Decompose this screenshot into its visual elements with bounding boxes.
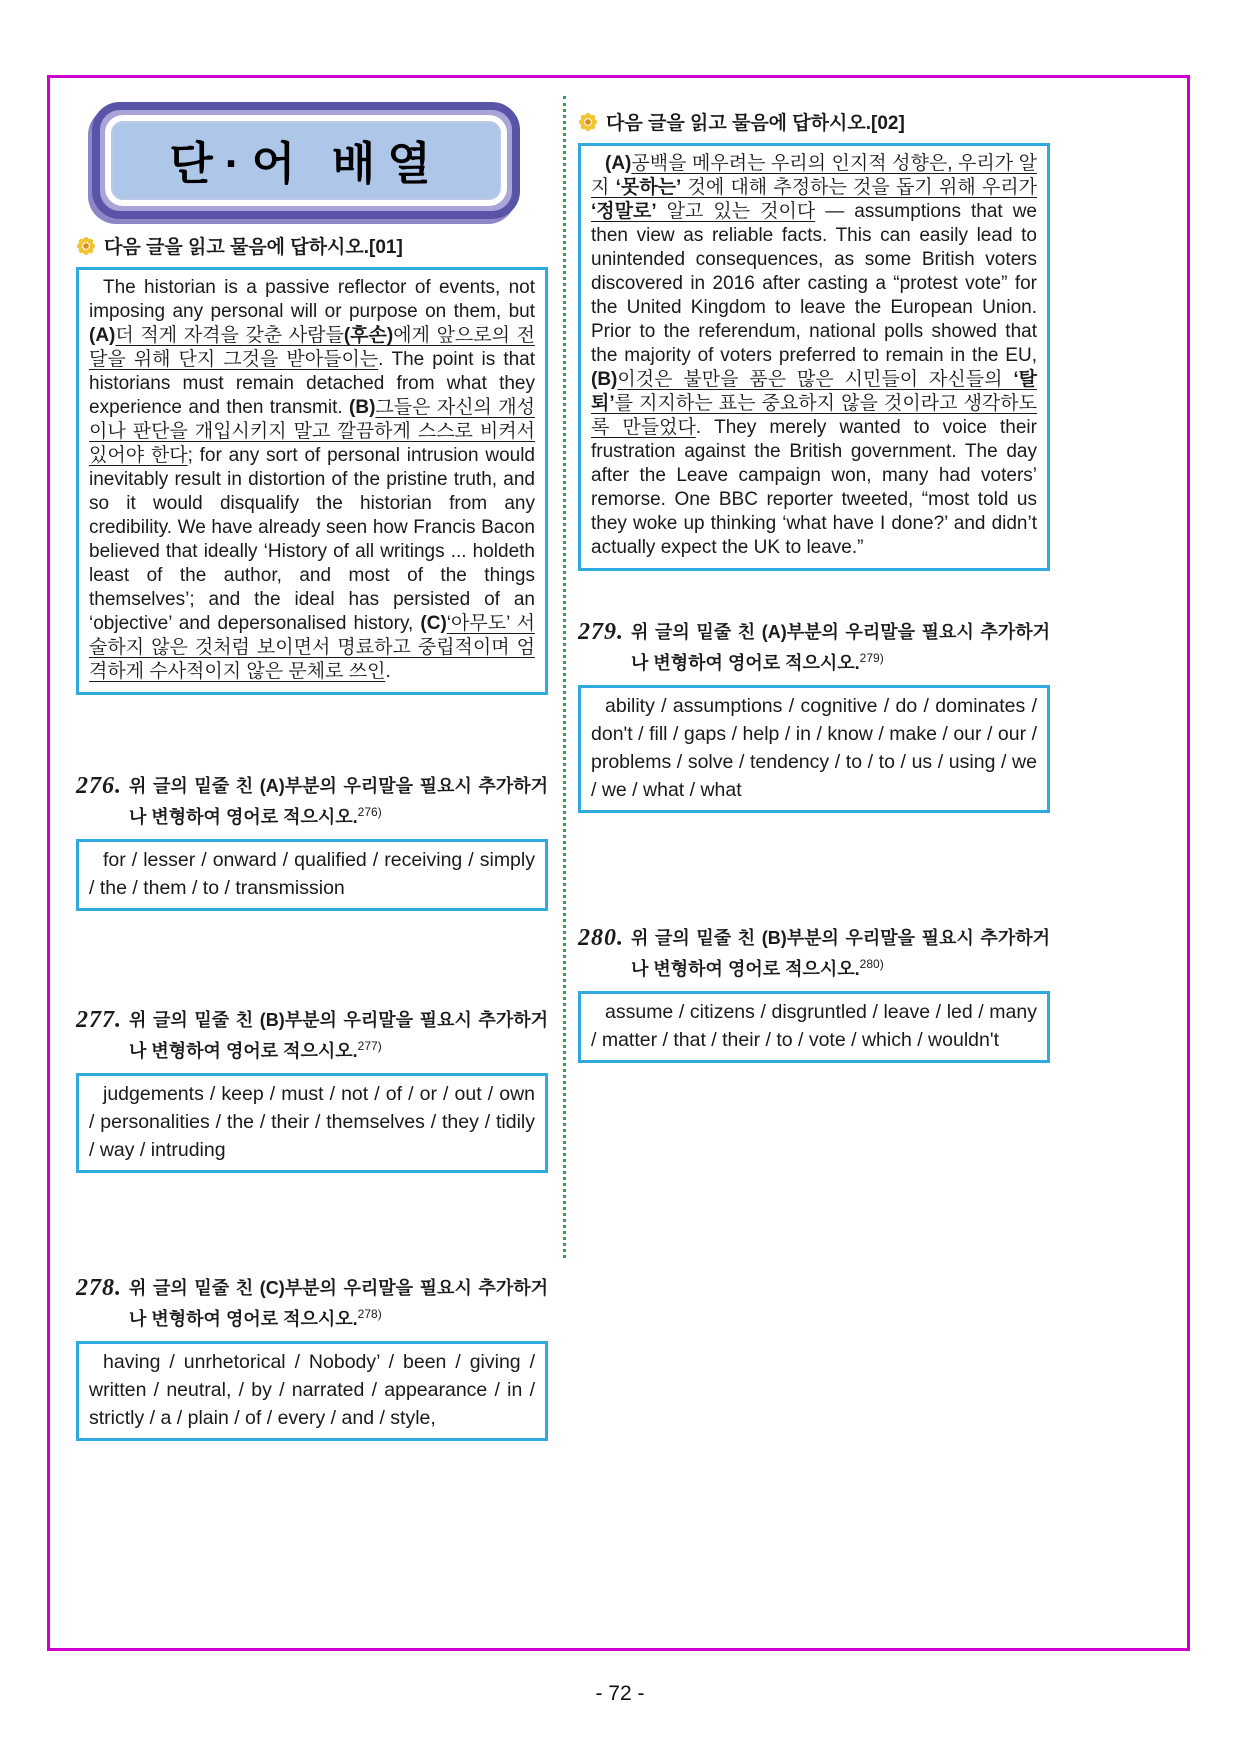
footnote-278: 278) [357, 1307, 382, 1321]
prompt-02 [578, 108, 1050, 135]
question-280-text: 위 글의 밑줄 친 (B)부분의 우리말을 필요시 추가하거나 변형하여 영어로 적으시오.$^{280)}$ [631, 928, 1050, 979]
question-277 [76, 1007, 548, 1173]
question-278 [76, 1275, 548, 1441]
question-278-number: 278. [76, 1275, 122, 1301]
question-278-text: 위 글의 밑줄 친 (C)부분의 우리말을 필요시 추가하거나 변형하여 영어로 적으시오.$^{278)}$ [129, 1278, 548, 1329]
footnote-279: 279) [859, 651, 884, 665]
question-276-text: 위 글의 밑줄 친 (A)부분의 우리말을 필요시 추가하거나 변형하여 영어로 적으시오.$^{276)}$ [129, 776, 548, 827]
passage-box-01: The historian is a passive reflector of events, not imposing any personal will or purpose on them, but (A)더 적게 자격을 갖춘 사람들(후손)에게 앞으로의 전달을 위해 단지 그것을 받아들이는. The point is that historians must remain detached from what they experience and then transmit. (B)그들은 자신의 개성이나 판단을 개입시키지 말고 깔끔하게 스스로 비켜서 있어야 한다; for any sort of personal intrusion would inevitably result in distortion of the pristine truth, and so it would disqualify the historian from any credibility. We have already seen how Francis Bacon believed that ideally ‘History of all writings ... holdeth least of the author, and most of the things themselves’; and the ideal has persisted of an ‘objective’ and depersonalised history, (C)‘아무도’ 서술하지 않은 것처럼 보이면서 명료하고 중립적이며 엄격하게 수사적이지 않은 문체로 쓰인. [76, 267, 548, 695]
page-frame [47, 75, 1190, 1651]
question-279 [578, 619, 1050, 813]
word-bank-277: judgements / keep / must / not / of / or / out / own / personalities / the / their / themselves / they / tidily / way / intruding [76, 1073, 548, 1173]
flower-icon [76, 236, 96, 256]
footnote-280: 280) [859, 957, 884, 971]
page-number: - 72 - [595, 1682, 645, 1705]
word-bank-276: for / lesser / onward / qualified / receiving / simply / the / them / to / transmission [76, 839, 548, 911]
passage-box-02: (A)공백을 메우려는 우리의 인지적 성향은, 우리가 알지 ‘못하는’ 것에 대해 추정하는 것을 돕기 위해 우리가 ‘정말로’ 알고 있는 것이다 — assumptions that we then view as reliable facts. This can easily lead to unintended consequences, as some British voters discovered in 2016 after casting a “protest vote” for the United Kingdom to leave the European Union. Prior to the referendum, national polls showed that the majority of voters preferred to remain in the EU, (B)이것은 불만을 품은 많은 시민들이 자신들의 ‘탈퇴’를 지지하는 표는 중요하지 않을 것이라고 생각하도록 만들었다. They merely wanted to voice their frustration against the British government. The day after the Leave campaign won, many had voters’ remorse. One BBC reporter tweeted, “most told us they woke up thinking ‘what have I done?’ and didn’t actually expect the UK to leave.” [578, 143, 1050, 571]
prompt-02-label: 다음 글을 읽고 물음에 답하시오.[02] [606, 113, 905, 134]
word-bank-280: assume / citizens / disgruntled / leave / led / many / matter / that / their / to / vote / which / wouldn't [578, 991, 1050, 1063]
flower-icon [578, 112, 598, 132]
question-277-text: 위 글의 밑줄 친 (B)부분의 우리말을 필요시 추가하거나 변형하여 영어로 적으시오.$^{277)}$ [129, 1010, 548, 1061]
footnote-277: 277) [357, 1039, 382, 1053]
prompt-01 [76, 232, 548, 259]
question-276-number: 276. [76, 773, 122, 799]
word-bank-278: having / unrhetorical / Nobody’ / been / giving / written / neutral, / by / narrated / appearance / in / strictly / a / plain / of / every / and / style, [76, 1341, 548, 1441]
title-box [92, 102, 520, 219]
question-279-text: 위 글의 밑줄 친 (A)부분의 우리말을 필요시 추가하거나 변형하여 영어로 적으시오.$^{279)}$ [631, 622, 1050, 673]
right-column [578, 108, 1050, 1063]
word-bank-279: ability / assumptions / cognitive / do / dominates / don't / fill / gaps / help / in / know / make / our / our / problems / solve / tendency / to / to / us / using / we / we / what / what [578, 685, 1050, 813]
column-divider [563, 96, 566, 1258]
left-column [76, 232, 548, 1441]
question-280-number: 280. [578, 925, 624, 951]
prompt-01-label: 다음 글을 읽고 물음에 답하시오.[01] [104, 237, 403, 258]
question-277-number: 277. [76, 1007, 122, 1033]
question-276 [76, 773, 548, 911]
footnote-276: 276) [357, 805, 382, 819]
page-title: 단·어 배열 [111, 121, 501, 200]
question-280 [578, 925, 1050, 1063]
question-279-number: 279. [578, 619, 624, 645]
